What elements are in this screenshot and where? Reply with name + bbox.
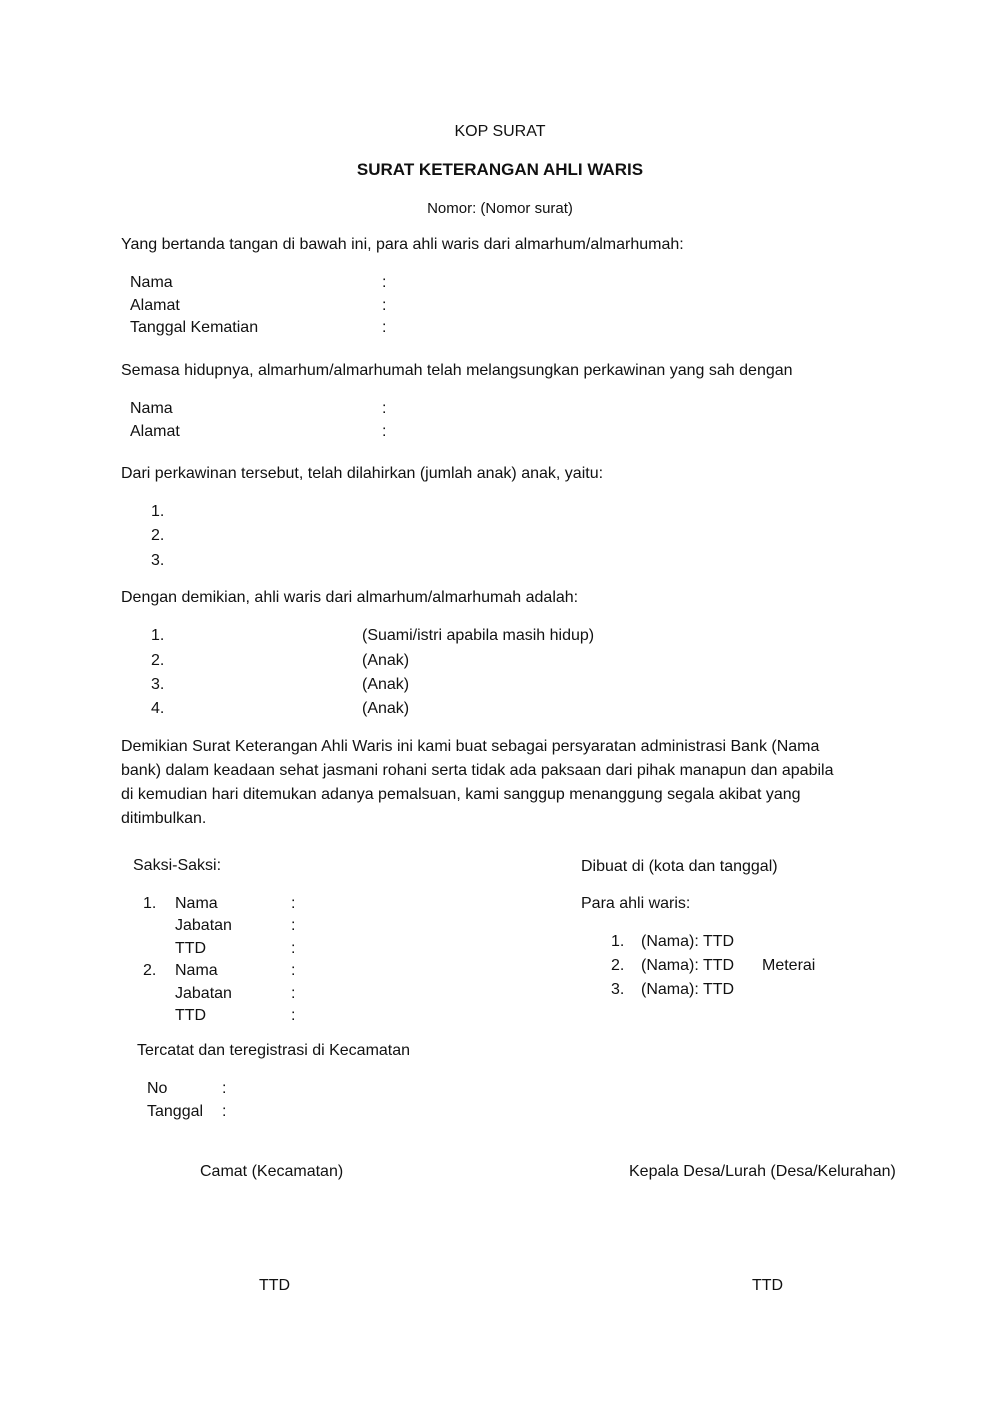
heir-description: (Anak) [362,676,410,693]
deceased-colon-address: : [382,297,387,314]
witness-label: TTD [175,1007,207,1024]
registration-label-no: No [147,1080,168,1097]
deceased-label-name: Nama [130,274,173,291]
camat-signature: TTD [259,1277,291,1294]
witness-label: TTD [175,940,207,957]
witness-colon: : [291,940,296,957]
deceased-label-address: Alamat [130,297,180,314]
heir-number: 1. [151,627,165,644]
witness-label: Nama [175,895,218,912]
closing-line: Demikian Surat Keterangan Ahli Waris ini kami buat sebagai persyaratan administrasi Bank (Nama [121,738,820,755]
deceased-label-death-date: Tanggal Kematian [130,319,259,336]
camat-title: Camat (Kecamatan) [200,1163,344,1180]
heir-number: 2. [151,652,165,669]
spouse-label-address: Alamat [130,423,180,440]
witness-colon: : [291,895,296,912]
witness-label: Jabatan [175,985,232,1002]
heir-sign-number: 1. [611,933,625,950]
witness-colon: : [291,917,296,934]
heir-description: (Anak) [362,652,410,669]
heir-sign-text: (Nama): TTD [641,933,735,950]
witness-label: Jabatan [175,917,232,934]
letterhead: KOP SURAT [454,123,546,140]
witness-colon: : [291,962,296,979]
child-number: 2. [151,527,165,544]
spouse-label-name: Nama [130,400,173,417]
registration-colon-no: : [222,1080,227,1097]
made-in: Dibuat di (kota dan tanggal) [581,858,778,875]
heir-sign-number: 3. [611,981,625,998]
witness-colon: : [291,1007,296,1024]
heirs-text: Dengan demikian, ahli waris dari almarhum/almarhumah adalah: [121,589,579,606]
children-text: Dari perkawinan tersebut, telah dilahirkan (jumlah anak) anak, yaitu: [121,465,604,482]
village-head-title: Kepala Desa/Lurah (Desa/Kelurahan) [629,1163,896,1180]
deceased-colon-name: : [382,274,387,291]
document-number: Nomor: (Nomor surat) [427,200,573,217]
witness-colon: : [291,985,296,1002]
registration-label-date: Tanggal [147,1103,204,1120]
witness-number: 1. [143,895,157,912]
heir-sign-text: (Nama): TTD [641,957,735,974]
spouse-colon-address: : [382,423,387,440]
stamp-label: Meterai [762,957,816,974]
document-title: SURAT KETERANGAN AHLI WARIS [356,160,644,179]
deceased-colon-death-date: : [382,319,387,336]
registration-colon-date: : [222,1103,227,1120]
witnesses-heading: Saksi-Saksi: [133,857,222,874]
heir-description: (Suami/istri apabila masih hidup) [362,627,595,644]
heir-sign-number: 2. [611,957,625,974]
heir-description: (Anak) [362,700,410,717]
witness-label: Nama [175,962,218,979]
intro-text: Yang bertanda tangan di bawah ini, para ahli waris dari almarhum/almarhumah: [121,236,684,253]
heir-sign-text: (Nama): TTD [641,981,735,998]
heirs-sign-heading: Para ahli waris: [581,895,691,912]
village-head-signature: TTD [752,1277,784,1294]
closing-line: di kemudian hari ditemukan adanya pemalsuan, kami sanggup menanggung segala akibat yang [121,786,801,803]
witness-number: 2. [143,962,157,979]
child-number: 1. [151,503,165,520]
heir-number: 4. [151,700,165,717]
heir-number: 3. [151,676,165,693]
child-number: 3. [151,552,165,569]
closing-line: ditimbulkan. [121,810,207,827]
marriage-text: Semasa hidupnya, almarhum/almarhumah telah melangsungkan perkawinan yang sah dengan [121,362,793,379]
registration-heading: Tercatat dan teregistrasi di Kecamatan [137,1042,411,1059]
spouse-colon-name: : [382,400,387,417]
closing-line: bank) dalam keadaan sehat jasmani rohani serta tidak ada paksaan dari pihak manapun dan apabila [121,762,834,779]
